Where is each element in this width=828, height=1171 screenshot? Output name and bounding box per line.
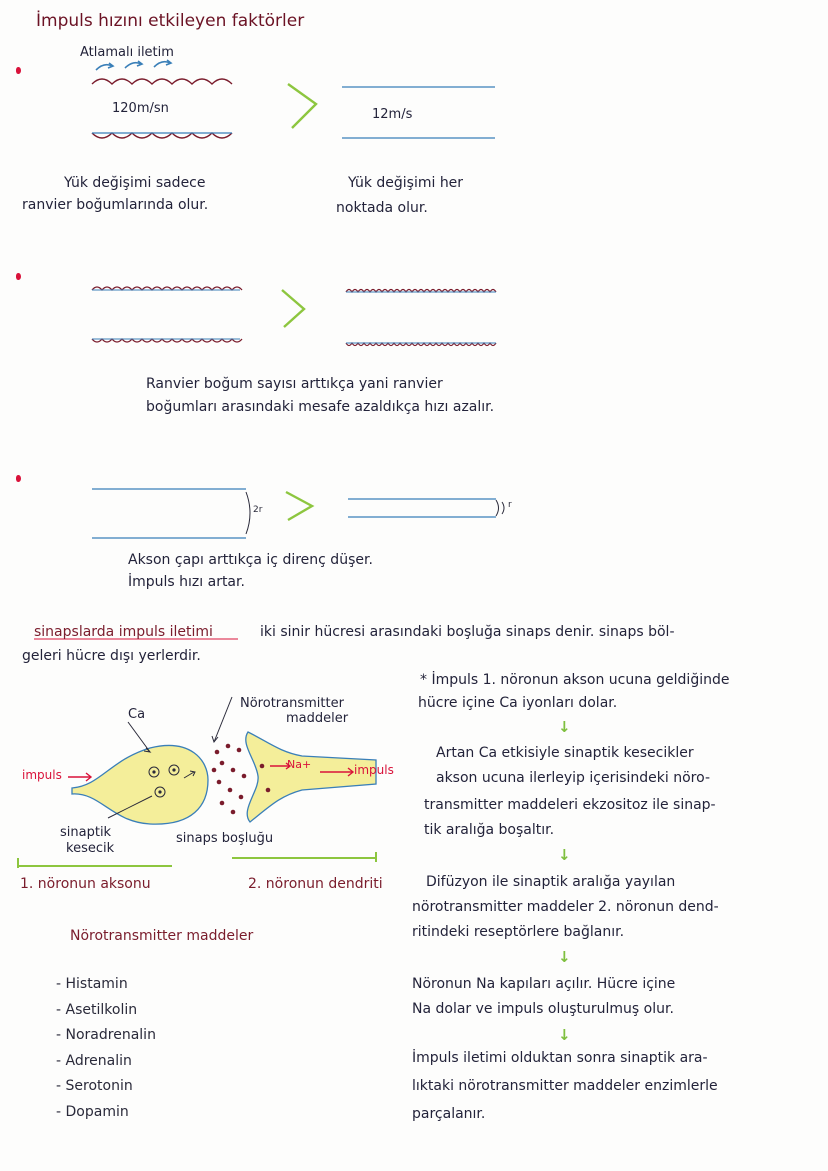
jump-arrows — [96, 60, 171, 70]
greater-than-2 — [282, 290, 304, 327]
axon-terminal — [72, 746, 208, 825]
myelinated-speed: 120m/sn — [112, 101, 169, 116]
arrow-down-icon: ↓ — [558, 948, 571, 966]
ca-label: Ca — [128, 707, 146, 722]
step3-line3: ritindeki reseptörlere bağlanır. — [412, 924, 625, 940]
nt-label-2: maddeler — [286, 711, 349, 726]
axon-diameter-note-line1: Akson çapı arttıkça iç direnç düşer. — [128, 552, 373, 568]
greater-than-3 — [286, 492, 312, 520]
myelin-bottom — [92, 133, 232, 138]
impuls-in-label: impuls — [22, 768, 62, 782]
step5-line3: parçalanır. — [412, 1106, 486, 1122]
note-right-line1: Yük değişimi her — [348, 175, 464, 191]
list-item: - Dopamin — [56, 1104, 156, 1130]
bullet-marker — [16, 475, 21, 482]
step4-line1: Nöronun Na kapıları açılır. Hücre içine — [412, 976, 676, 992]
list-item: - Adrenalin — [56, 1053, 156, 1079]
step2-line3: transmitter maddeleri ekzositoz ile sinap- — [424, 797, 716, 813]
arrow-down-icon: ↓ — [558, 846, 571, 864]
greater-than-1 — [288, 84, 316, 128]
bullet-marker — [16, 273, 21, 280]
list-item: - Asetilkolin — [56, 1002, 156, 1028]
arrow-down-icon: ↓ — [558, 718, 571, 736]
step3-line1: Difüzyon ile sinaptik aralığa yayılan — [426, 874, 676, 890]
page-title: İmpuls hızını etkileyen faktörler — [36, 11, 305, 31]
axon-label: 1. nöronun aksonu — [20, 876, 151, 892]
ranvier-note-line1: Ranvier boğum sayısı arttıkça yani ranvier — [146, 376, 443, 392]
synapse-heading: sinapslarda impuls iletimi — [34, 624, 213, 640]
nt-list — [56, 976, 156, 1129]
step3-line2: nörotransmitter maddeler 2. nöronun dend- — [412, 899, 719, 915]
step1-line1: * İmpuls 1. nöronun akson ucuna geldiğinde — [420, 672, 730, 688]
list-item: - Noradrenalin — [56, 1027, 156, 1053]
vesicle-label-2: kesecik — [66, 841, 115, 856]
axon-diameter-note-line2: İmpuls hızı artar. — [128, 574, 245, 590]
step1-line2: hücre içine Ca iyonları dolar. — [418, 695, 618, 711]
myelin-top — [92, 79, 232, 84]
note-left-line1: Yük değişimi sadece — [64, 175, 206, 191]
jump-conduction-label: Atlamalı iletim — [80, 45, 174, 60]
vesicle-label-1: sinaptik — [60, 825, 112, 840]
synapse-definition-line1: iki sinir hücresi arasındaki boşluğa sinaps denir. sinaps böl- — [260, 624, 675, 640]
na-label: Na+ — [287, 758, 312, 771]
ranvier-note-line2: boğumları arasındaki mesafe azaldıkça hızı azalır. — [146, 399, 495, 415]
list-item: - Serotonin — [56, 1078, 156, 1104]
dendrite-label: 2. nöronun dendriti — [248, 876, 383, 892]
step2-line4: tik aralığa boşaltır. — [424, 822, 555, 838]
step5-line2: lıktaki nörotransmitter maddeler enzimlerle — [412, 1078, 718, 1094]
note-left-line2: ranvier boğumlarında olur. — [22, 197, 209, 213]
arrow-down-icon: ↓ — [558, 1026, 571, 1044]
label-2r: 2r — [253, 505, 263, 515]
synapse-definition-line2: geleri hücre dışı yerlerdir. — [22, 648, 201, 664]
bullet-marker — [16, 67, 21, 74]
note-right-line2: noktada olur. — [336, 200, 428, 216]
list-item: - Histamin — [56, 976, 156, 1002]
step2-line2: akson ucuna ilerleyip içerisindeki nöro- — [436, 770, 710, 786]
label-r: r — [508, 500, 512, 510]
step4-line2: Na dolar ve impuls oluşturulmuş olur. — [412, 1001, 674, 1017]
nt-label: Nörotransmitter — [240, 696, 344, 711]
step2-line1: Artan Ca etkisiyle sinaptik kesecikler — [436, 745, 694, 761]
nt-list-title: Nörotransmitter maddeler — [70, 928, 254, 944]
impuls-out-label: impuls — [354, 763, 394, 777]
gap-label: sinaps boşluğu — [176, 831, 274, 846]
unmyelinated-speed: 12m/s — [372, 107, 413, 122]
step5-line1: İmpuls iletimi olduktan sonra sinaptik ara- — [412, 1050, 708, 1066]
